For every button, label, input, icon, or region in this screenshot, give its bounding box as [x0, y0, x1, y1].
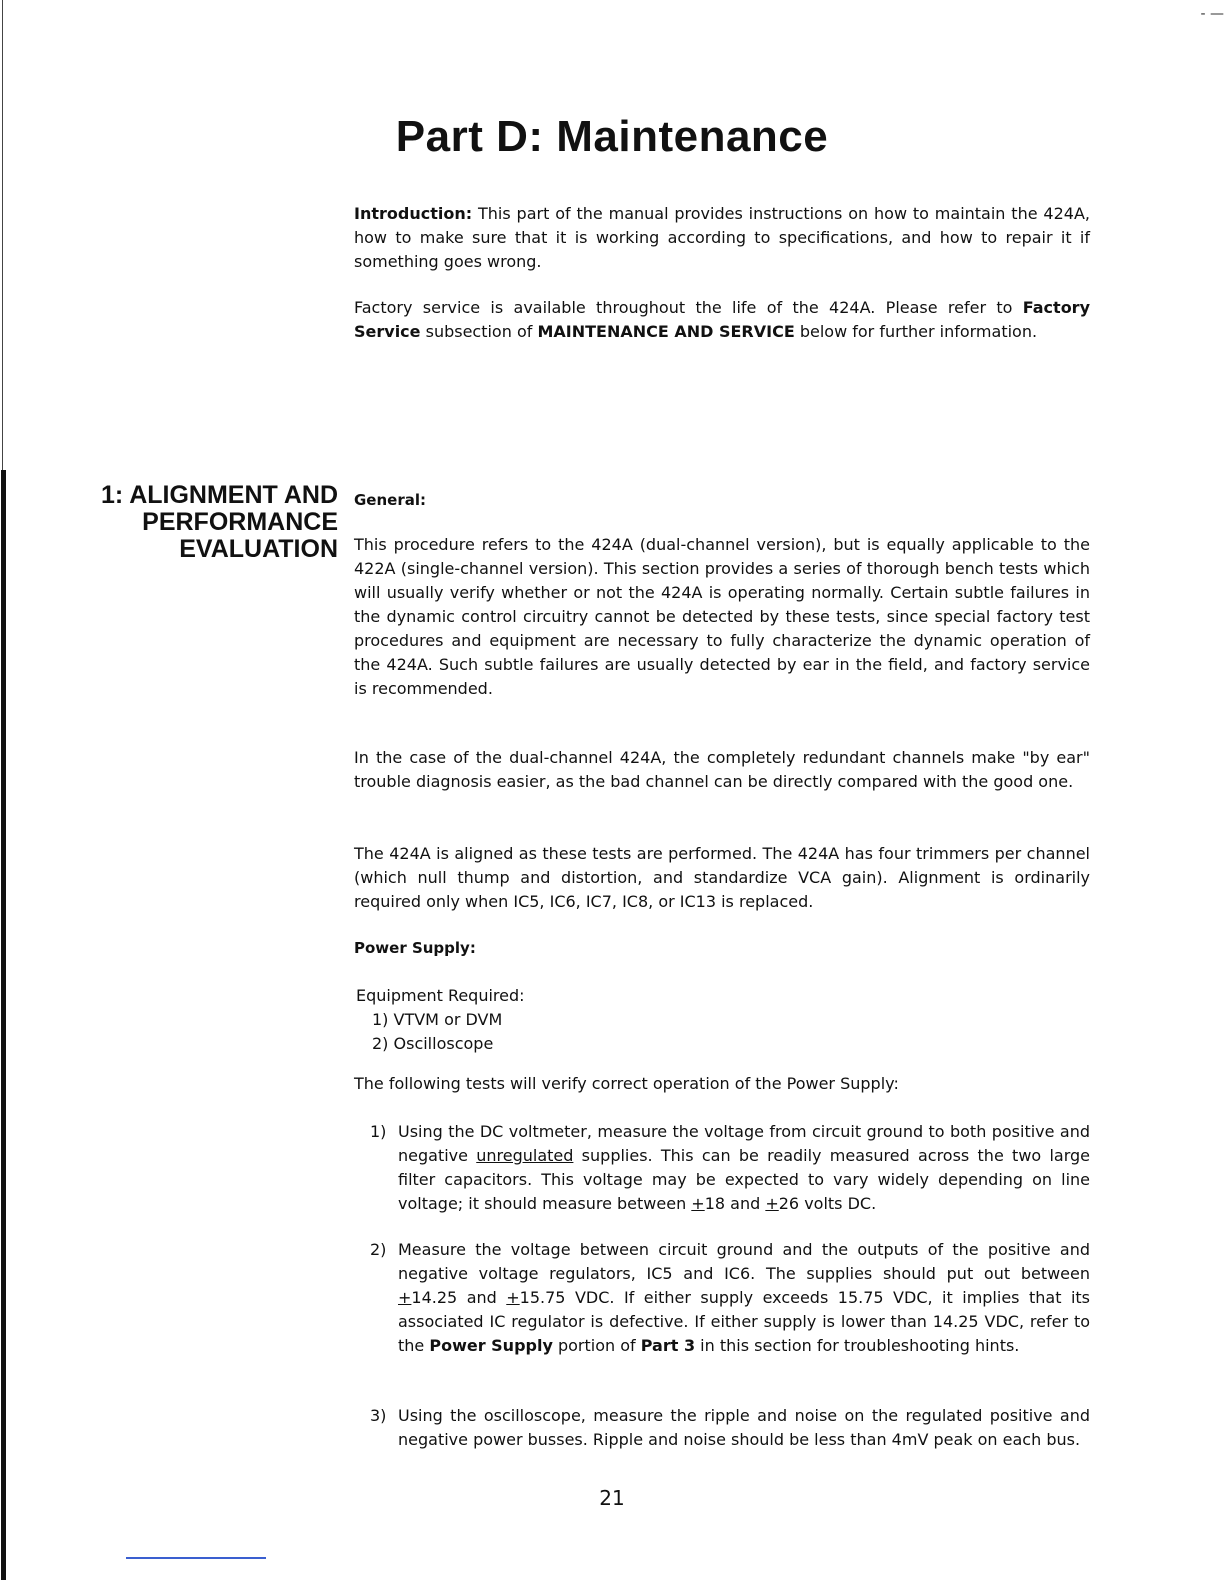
unregulated-underline: unregulated — [476, 1146, 574, 1165]
section-heading-line2: PERFORMANCE — [142, 508, 338, 536]
section-heading-line3: EVALUATION — [179, 535, 338, 563]
maintenance-service-ref: MAINTENANCE AND SERVICE — [537, 322, 795, 341]
introduction-label: Introduction: — [354, 204, 473, 223]
power-supply-ref: Power Supply — [429, 1336, 553, 1355]
equipment-list — [356, 984, 525, 1056]
scan-edge-thin-line — [2, 0, 3, 470]
plus-minus-sign: + — [765, 1194, 779, 1213]
test-step-2 — [370, 1238, 1090, 1358]
corner-mark: - — — [1200, 6, 1224, 22]
plus-minus-sign: + — [506, 1288, 520, 1307]
part-3-ref: Part 3 — [640, 1336, 696, 1355]
factory-text-b: subsection of — [420, 322, 538, 341]
section-heading — [18, 482, 338, 563]
step2-text-c: 15.75 VDC. If either supply exceeds 15.75 VDC, it implies that its associated IC regulator is defective. If either supply is lower than 14.25 VDC, refer to the — [398, 1288, 1090, 1355]
factory-text-c: below for further information. — [794, 322, 1038, 341]
general-paragraph-1-text: This procedure refers to the 424A (dual-channel version), but is equally applicable to the 422A (single-channel version). This section provides a series of thorough bench tests which will usually verify whether or not the 424A is operating normally. Certain subtle failures in the dynamic control circuitry cannot be detected by these tests, since special factory test procedures and equipment are necessary to fully characterize the dynamic operation of the 424A. Such subtle failures are usually detected by ear in the field, and factory service is recommended. — [354, 535, 1090, 698]
section-heading-line1: 1: ALIGNMENT AND — [100, 481, 338, 509]
footer-rule — [126, 1557, 266, 1559]
equipment-label: Equipment Required: — [356, 986, 525, 1005]
power-supply-heading-text: Power Supply: — [354, 939, 476, 957]
step1-text-b: supplies. This can be readily measured across the two large filter capacitors. This voltage may be expected to vary widely depending on line voltage; it should measure between — [398, 1146, 1091, 1213]
step1-text-d: 26 volts DC. — [778, 1194, 877, 1213]
equipment-item: 1) VTVM or DVM — [372, 1010, 503, 1029]
step1-text-c: 18 and — [704, 1194, 766, 1213]
factory-service-ref: Factory Service — [354, 298, 1090, 341]
page-title: Part D: Maintenance — [395, 112, 829, 161]
general-heading-text: General: — [354, 491, 426, 509]
scan-edge-thick-line — [1, 470, 6, 1580]
equipment-item: 2) Oscilloscope — [372, 1034, 494, 1053]
step2-text-e: in this section for troubleshooting hints. — [695, 1336, 1020, 1355]
factory-service-paragraph — [354, 296, 1090, 344]
test-step-3 — [370, 1404, 1090, 1452]
general-paragraph-3-text: The 424A is aligned as these tests are performed. The 424A has four trimmers per channel (which null thump and distortion, and standardize VCA gain). Alignment is ordinarily required only when IC5, IC6, IC7, IC8, or IC13 is replaced. — [354, 844, 1090, 911]
test-step-1 — [370, 1120, 1090, 1216]
introduction-text: This part of the manual provides instructions on how to maintain the 424A, how to make sure that it is working according to specifications, and how to repair it if something goes wrong. — [354, 204, 1090, 271]
factory-text-a: Factory service is available throughout the life of the 424A. Please refer to — [354, 298, 1023, 317]
general-paragraph-2 — [354, 746, 1090, 794]
general-paragraph-3 — [354, 842, 1090, 914]
step1-text-a: Using the DC voltmeter, measure the voltage from circuit ground to both positive and negative — [398, 1122, 1090, 1165]
step-number: 2) — [370, 1240, 387, 1259]
step-number: 1) — [370, 1122, 387, 1141]
tests-intro — [354, 1072, 1090, 1096]
plus-minus-sign: + — [398, 1288, 412, 1307]
step2-text-a: Measure the voltage between circuit ground and the outputs of the positive and negative voltage regulators, IC5 and IC6. The supplies should put out between — [398, 1240, 1090, 1283]
step2-text-b: 14.25 and — [411, 1288, 507, 1307]
general-paragraph-1 — [354, 533, 1090, 701]
tests-intro-text: The following tests will verify correct operation of the Power Supply: — [354, 1074, 899, 1093]
step3-text: Using the oscilloscope, measure the ripple and noise on the regulated positive and negative power busses. Ripple and noise should be less than 4mV peak on each bus. — [398, 1406, 1090, 1449]
general-paragraph-2-text: In the case of the dual-channel 424A, the completely redundant channels make "by ear" trouble diagnosis easier, as the bad channel can be directly compared with the good one. — [354, 748, 1090, 791]
power-supply-heading — [354, 936, 1090, 960]
plus-minus-sign: + — [691, 1194, 705, 1213]
general-heading — [354, 488, 1090, 512]
step-number: 3) — [370, 1406, 387, 1425]
step2-text-d: portion of — [552, 1336, 641, 1355]
scan-edge — [0, 0, 8, 1584]
page-number: 21 — [599, 1486, 625, 1510]
introduction-paragraph — [354, 202, 1090, 274]
